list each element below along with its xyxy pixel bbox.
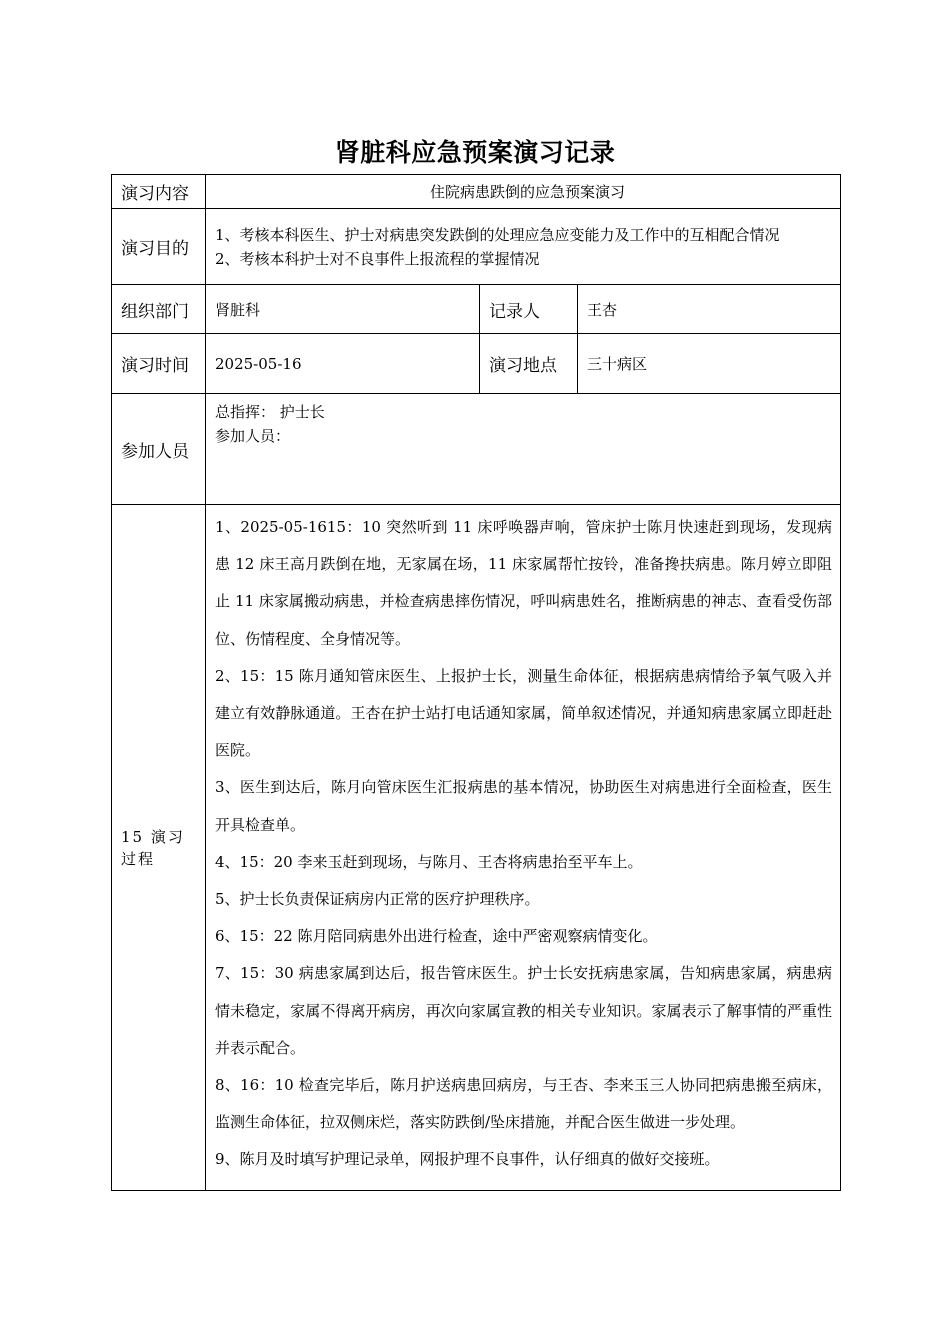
process-step: 4、15：20 李来玉赶到现场，与陈月、王杏将病患抬至平车上。 [215, 852, 643, 871]
row-content [112, 175, 841, 209]
row-department [112, 285, 841, 334]
process-steps [206, 505, 841, 1191]
commander-line: 总指挥： 护士长 [215, 403, 325, 421]
time-label: 演习时间 [112, 334, 206, 394]
drill-record-table [111, 174, 841, 1191]
department-label: 组织部门 [112, 285, 206, 334]
row-process [112, 505, 841, 1191]
process-step: 2、15：15 陈月通知管床医生、上报护士长，测量生命体征，根据病患病情给予氧气吸入并建立有效静脉通道。王杏在护士站打电话通知家属，简单叙述情况，并通知病患家属立即赶赴医院。 [215, 666, 833, 760]
process-step: 7、15：30 病患家属到达后，报告管床医生。护士长安抚病患家属，告知病患家属，病患病情未稳定，家属不得离开病房，再次向家属宣教的相关专业知识。家属表示了解事情的严重性并表示配合。 [215, 964, 833, 1057]
purpose-item-1: 1、考核本科医生、护士对病患突发跌倒的处理应急应变能力及工作中的互相配合情况 [215, 225, 780, 244]
row-participants [112, 394, 841, 505]
purpose-value [206, 209, 841, 285]
content-label: 演习内容 [112, 175, 206, 209]
time-value: 2025-05-16 [206, 334, 480, 394]
participants-label: 参加人员 [112, 394, 206, 505]
row-time [112, 334, 841, 394]
row-purpose [112, 209, 841, 285]
process-label: 15 演习过程 [112, 505, 206, 1191]
content-value: 住院病患跌倒的应急预案演习 [206, 175, 841, 209]
recorder-label: 记录人 [480, 285, 578, 334]
process-step: 9、陈月及时填写护理记录单，网报护理不良事件，认仔细真的做好交接班。 [215, 1150, 720, 1169]
process-step: 5、护士长负责保证病房内正常的医疗护理秩序。 [215, 890, 540, 909]
department-value: 肾脏科 [206, 285, 480, 334]
process-step: 1、2025-05-1615：10 突然听到 11 床呼唤器声响，管床护士陈月快速赶到现场，发现病患 12 床王高月跌倒在地，无家属在场，11 床家属帮忙按铃，准备搀扶病患。陈月婷立即阻止 11 床家属搬动病患，并检查病患摔伤情况，呼叫病患姓名，推断病患的神志、查看受伤部位、伤情程度、全身情况等。 [215, 518, 833, 648]
process-step: 8、16：10 检查完毕后，陈月护送病患回病房，与王杏、李来玉三人协同把病患搬至病床，监测生命体征，拉双侧床烂，落实防跌倒/坠床措施，并配合医生做进一步处理。 [215, 1076, 833, 1132]
members-line: 参加人员： [215, 427, 291, 445]
participants-value [206, 394, 841, 505]
process-step: 3、医生到达后，陈月向管床医生汇报病患的基本情况，协助医生对病患进行全面检查，医生开具检查单。 [215, 778, 833, 834]
purpose-label: 演习目的 [112, 209, 206, 285]
process-step: 6、15：22 陈月陪同病患外出进行检查，途中严密观察病情变化。 [215, 927, 658, 946]
purpose-item-2: 2、考核本科护士对不良事件上报流程的掌握情况 [215, 249, 540, 268]
recorder-value: 王杏 [578, 285, 841, 334]
location-label: 演习地点 [480, 334, 578, 394]
page-title: 肾脏科应急预案演习记录 [334, 138, 616, 167]
location-value: 三十病区 [578, 334, 841, 394]
